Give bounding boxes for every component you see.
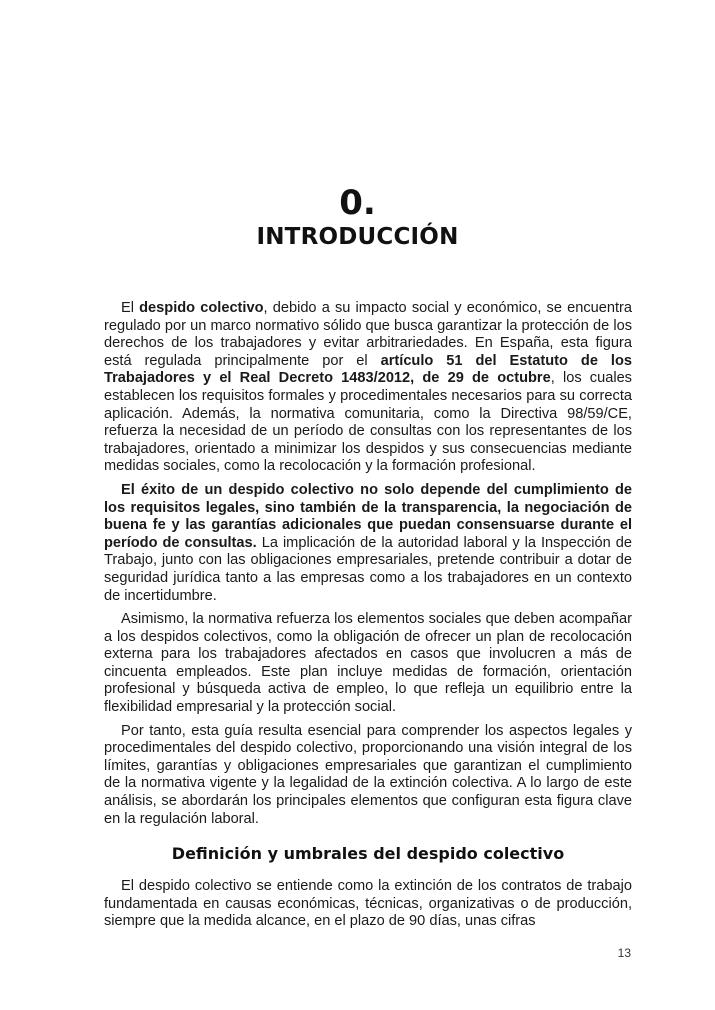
chapter-title: INTRODUCCIÓN	[256, 224, 459, 250]
text-run: El	[121, 300, 140, 316]
paragraph-4	[104, 723, 632, 829]
bold-term: artículo 51 del Estatuto de los Trabajadores y el Real Decreto 1483/2012, de 29 de octubre	[104, 352, 632, 387]
text-run: Asimismo, la normativa refuerza los elementos sociales que deben acompañar a los despidos colectivos, como la obligación de ofrecer un plan de recolocación externa para los trabajadores afectados en casos que involucren a más de cincuenta empleados. Este plan incluye medidas de formación, orientación profesional y búsqueda activa de empleo, lo que refleja un equilibrio entre la flexibilidad empresarial y la protección social.	[104, 611, 632, 716]
bold-term: despido colectivo	[139, 300, 264, 316]
paragraph-1	[104, 300, 632, 476]
text-run: Por tanto, esta guía resulta esencial para comprender los aspectos legales y procedimentales del despido colectivo, proporcionando una visión integral de los límites, garantías y obligaciones empresariales que garantizan el cumplimiento de la normativa vigente y la legalidad de la extinción colectiva. A lo largo de este análisis, se abordarán los principales elementos que configuran esta figura clave en la regulación laboral.	[104, 722, 632, 827]
page-number: 13	[617, 946, 631, 960]
text-run: , debido a su impacto social y económico, se encuentra regulado por un marco normativo sólido que busca garantizar la protección de los derechos de los trabajadores y evitar arbitrariedades. En España, esta figura está regulada principalmente por el	[104, 300, 633, 369]
chapter-number: 0.	[339, 183, 376, 223]
text-run: , los cuales establecen los requisitos formales y procedimentales necesarios para su correcta aplicación. Además, la normativa comunitaria, como la Directiva 98/59/CE, refuerza la necesidad de un período de consultas con los representantes de los trabajadores, orientado a minimizar los despidos y sus consecuencias mediante medidas sociales, como la recolocación y la formación profesional.	[104, 370, 632, 475]
section-paragraph: El despido colectivo se entiende como la extinción de los contratos de trabajo fundamentada en causas económicas, técnicas, organizativas o de producción, siempre que la medida alcance, en el plazo de 90 días, unas cifras	[104, 878, 632, 930]
paragraph-2	[104, 482, 632, 605]
text-run: La implicación de la autoridad laboral y la Inspección de Trabajo, junto con las obligaciones empresariales, pretende contribuir a dotar de seguridad jurídica tanto a las empresas como a los trabajadores en un contexto de incertidumbre.	[104, 534, 632, 604]
section-heading: Definición y umbrales del despido colectivo	[171, 844, 565, 864]
paragraph-3	[104, 611, 632, 717]
body-text	[104, 300, 632, 937]
bold-term: El éxito de un despido colectivo no solo depende del cumplimiento de los requisitos legales, sino también de la transparencia, la negociación de buena fe y las garantías adicionales que puedan consensuarse durante el período de consultas.	[104, 481, 632, 551]
